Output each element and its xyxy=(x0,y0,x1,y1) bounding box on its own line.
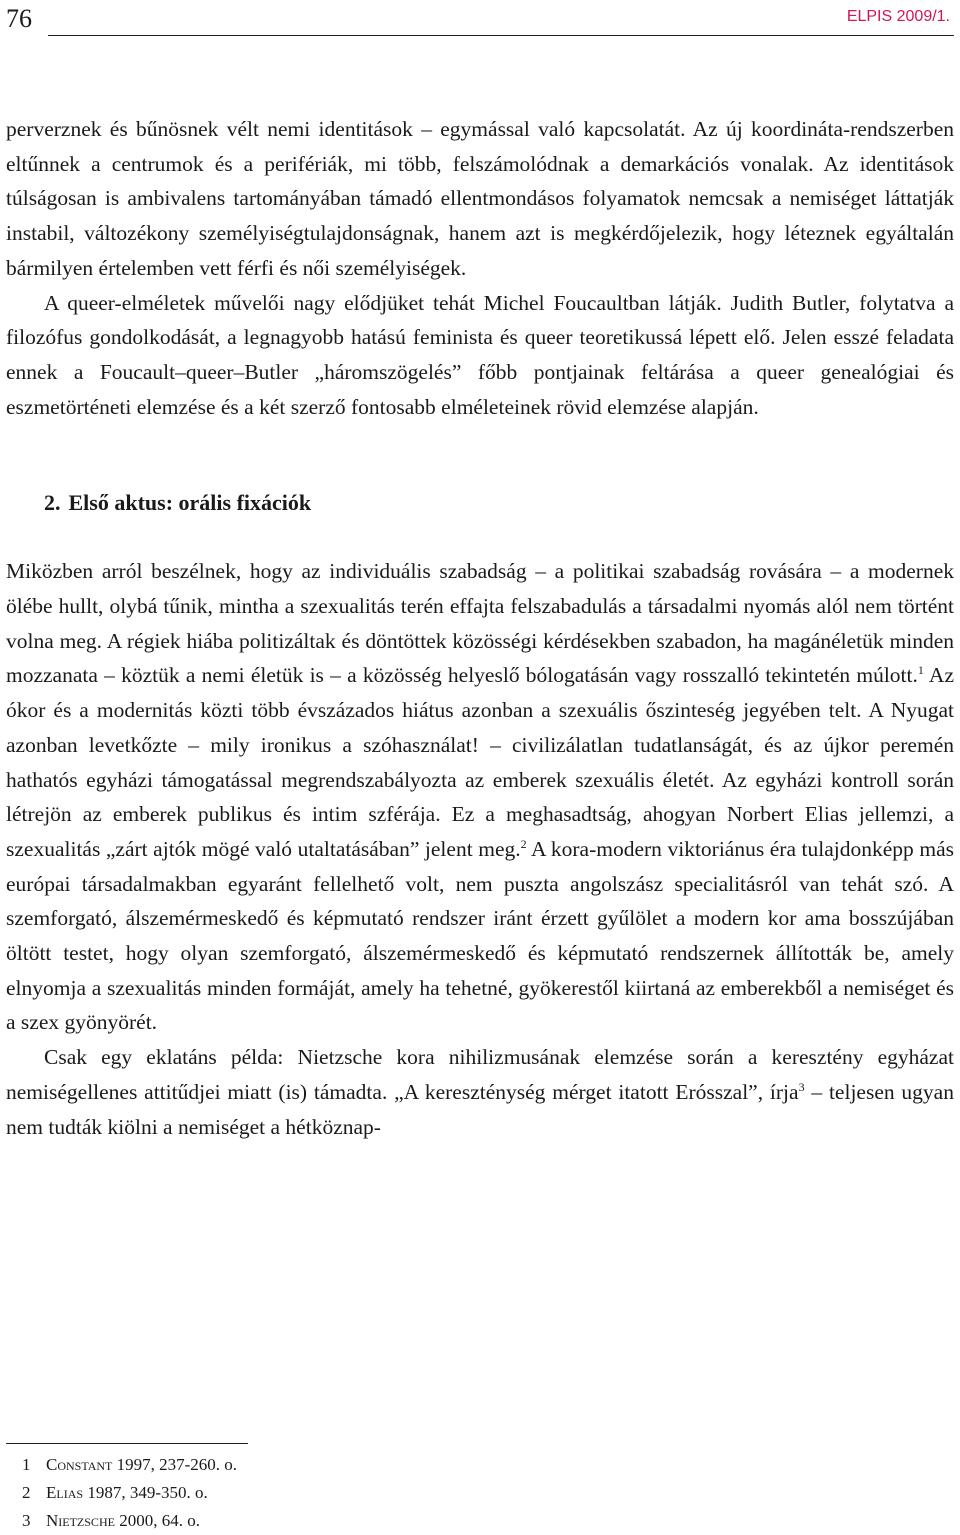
footnote-author: Elias xyxy=(46,1483,84,1502)
footnote-rule xyxy=(6,1443,248,1444)
paragraph-text: Miközben arról beszélnek, hogy az individuális szabadság – a politikai szabadság rovására – a modernek ölébe hullt, olybá tűnik, mintha a szexualitás terén effajta felszabadulás a társadalmi nyomás alól nem történt volna meg. A régiek hiába politizáltak és döntöttek közösségi kérdésekben szabadon, ha magánéletük minden mozzanata – köztük a nemi életük is – a közösség helyeslő bólogatásán vagy rosszalló tekintetén múlott. xyxy=(6,559,954,688)
section-title: Első aktus: orális fixációk xyxy=(68,490,312,516)
article-body xyxy=(6,112,954,1144)
footnote-author: Nietzsche xyxy=(46,1511,115,1530)
page-number: 76 xyxy=(6,4,32,33)
footnote-1 xyxy=(22,1451,237,1479)
running-header xyxy=(0,0,960,44)
journal-label: ELPIS 2009/1. xyxy=(846,8,950,25)
footnote-ref-1[interactable]: 1 xyxy=(917,663,924,678)
footnote-citation: 2000, 64. o. xyxy=(114,1511,200,1530)
footnote-ref-3[interactable]: 3 xyxy=(798,1079,805,1094)
footnote-ref-2[interactable]: 2 xyxy=(520,836,527,851)
footnote-number: 3 xyxy=(22,1511,31,1530)
section-number: 2. xyxy=(44,490,61,516)
footnote-number: 1 xyxy=(22,1455,31,1474)
paragraph-queer-theory: A queer-elméletek művelői nagy elődjüket tehát Michel Foucaultban látják. Judith Butler, folytatva a filozófus gondolkodását, a legnagyobb hatású feminista és queer teoretikussá lépett elő. Jelen esszé feladata ennek a Foucault–queer–Butler „háromszögelés” főbb pontjainak feltárása a queer genealógiai és eszmetörténeti elemzése és a két szerző fontosabb elméleteinek rövid elemzése alapján. xyxy=(6,290,954,419)
paragraph-nietzsche xyxy=(6,1040,954,1144)
paragraph-text: A kora-modern viktoriánus éra tulajdonképp más európai társadalmakban egyaránt fellelhető volt, nem puszta angolszász specialitásról van tehát szó. A szemforgató, álszemérmeskedő és képmutató rendszer iránt érzett gyűlölet a modern kor ama bosszújában öltött testet, hogy olyan szemforgató, álszemérmeskedő és képmutató rendszernek állították be, amely elnyomja a szexualitás minden formáját, amely ha tehetné, gyökerestől kiirtaná az emberekből a nemiséget és a szex gyönyörét. xyxy=(6,836,954,1035)
footnote-3 xyxy=(22,1507,237,1535)
footnote-citation: 1987, 349-350. o. xyxy=(83,1483,208,1502)
paragraph-text: Az ókor és a modernitás közti több évszázados hiátus azonban a szexuális őszinteség jegyében telt. A Nyugat azonban levetkőzte – mily ironikus a szóhasználat! – civilizálatlan tudatlanságát, és az újkor peremén hathatós egyházi támogatással megrendszabályozta az emberek szexuális életét. Az egyházi kontroll során létrejön az emberek publikus és intim szférája. Ez a meghasadtság, ahogyan Norbert Elias jellemzi, a szexualitás „zárt ajtók mögé való utaltatásában” jelent meg. xyxy=(6,663,954,861)
footnote-author: Constant xyxy=(46,1455,113,1474)
paragraph-text: Csak egy eklatáns példa: Nietzsche kora nihilizmusának elemzése során a keresztény egyházat nemiségellenes attitűdjei miatt (is) támadta. „A kereszténység mérget itatott Erósszal”, írja xyxy=(6,1045,954,1104)
paragraph-continued: perverznek és bűnösnek vélt nemi identitások – egymással való kapcsolatát. Az új koordináta-rendszerben eltűnnek a centrumok és a perifériák, mi több, felszámolódnak a demarkációs vonalak. Az identitások túlságosan is ambivalens tartományában támadó ellentmondásos folyamatok nemcsak a nemiséget láttatják instabil, változékony személyiségtulajdonságnak, hanem azt is megkérdőjelezik, hogy léteznek egyáltalán bármilyen értelemben vett férfi és női személyiségek. xyxy=(6,117,954,280)
footnote-number: 2 xyxy=(22,1483,31,1502)
header-rule xyxy=(48,35,954,36)
footnotes xyxy=(22,1451,237,1535)
section-heading xyxy=(44,486,954,520)
footnote-2 xyxy=(22,1479,237,1507)
footnote-citation: 1997, 237-260. o. xyxy=(112,1455,238,1474)
paragraph-text: – teljesen ugyan nem tudták kiölni a nemiséget a hétköznap- xyxy=(6,1079,954,1139)
paragraph-first-act xyxy=(6,554,954,1040)
